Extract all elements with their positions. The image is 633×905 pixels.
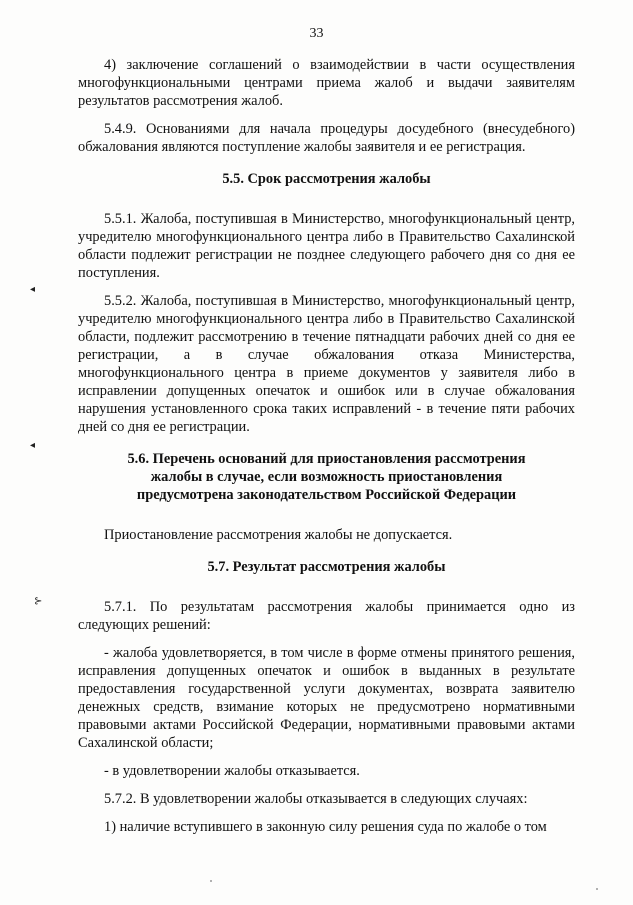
paragraph: 5.4.9. Основаниями для начала процедуры досудебного (внесудебного) обжалования являются поступление жалобы заявителя и ее регистрация.	[78, 121, 575, 155]
document-body	[78, 56, 575, 846]
margin-mark: ◂	[30, 440, 36, 451]
paragraph: - в удовлетворении жалобы отказывается.	[104, 763, 360, 779]
margin-mark: ⊱	[34, 596, 43, 607]
scan-speck	[210, 880, 212, 882]
paragraph: 1) наличие вступившего в законную силу решения суда по жалобе о том	[104, 819, 547, 835]
section-heading-5-6: 5.6. Перечень оснований для приостановления рассмотрения жалобы в случае, если возможность приостановления предусмотрена законодательством Российской Федерации	[127, 451, 526, 503]
paragraph: 5.5.2. Жалоба, поступившая в Министерство, многофункциональный центр, учредителю многофункционального центра либо в Правительство Сахалинской области, подлежит рассмотрению в течение пятнадцати рабочих дней со дня ее регистрации, а в случае обжалования отказа Министерства, многофункционального центра в приеме документов у заявителя либо в исправлении допущенных опечаток и ошибок или в случае обжалования нарушения установленного срока таких исправлений - в течение пяти рабочих дней со дня ее регистрации.	[78, 293, 575, 435]
margin-mark: ◂	[30, 284, 36, 295]
paragraph: 5.7.1. По результатам рассмотрения жалобы принимается одно из следующих решений:	[78, 599, 575, 633]
paragraph: 4) заключение соглашений о взаимодействии в части осуществления многофункциональными центрами приема жалоб и выдачи заявителям результатов рассмотрения жалоб.	[78, 57, 575, 109]
paragraph: 5.5.1. Жалоба, поступившая в Министерство, многофункциональный центр, учредителю многофункционального центра либо в Правительство Сахалинской области подлежит регистрации не позднее следующего рабочего дня со дня ее поступления.	[78, 211, 575, 281]
page-number: 33	[309, 26, 324, 41]
paragraph: - жалоба удовлетворяется, в том числе в форме отмены принятого решения, исправления допущенных опечаток и ошибок в выданных в результате предоставления государственной услуги документах, возврата заявителю денежных средств, взимание которых не предусмотрено нормативными правовыми актами Российской Федерации, нормативными правовыми актами Сахалинской области;	[78, 645, 575, 751]
section-heading-5-7: 5.7. Результат рассмотрения жалобы	[207, 559, 446, 575]
scan-speck	[596, 888, 598, 890]
paragraph: 5.7.2. В удовлетворении жалобы отказывается в следующих случаях:	[104, 791, 528, 807]
paragraph: Приостановление рассмотрения жалобы не допускается.	[104, 527, 453, 543]
section-heading-5-5: 5.5. Срок рассмотрения жалобы	[222, 171, 431, 187]
